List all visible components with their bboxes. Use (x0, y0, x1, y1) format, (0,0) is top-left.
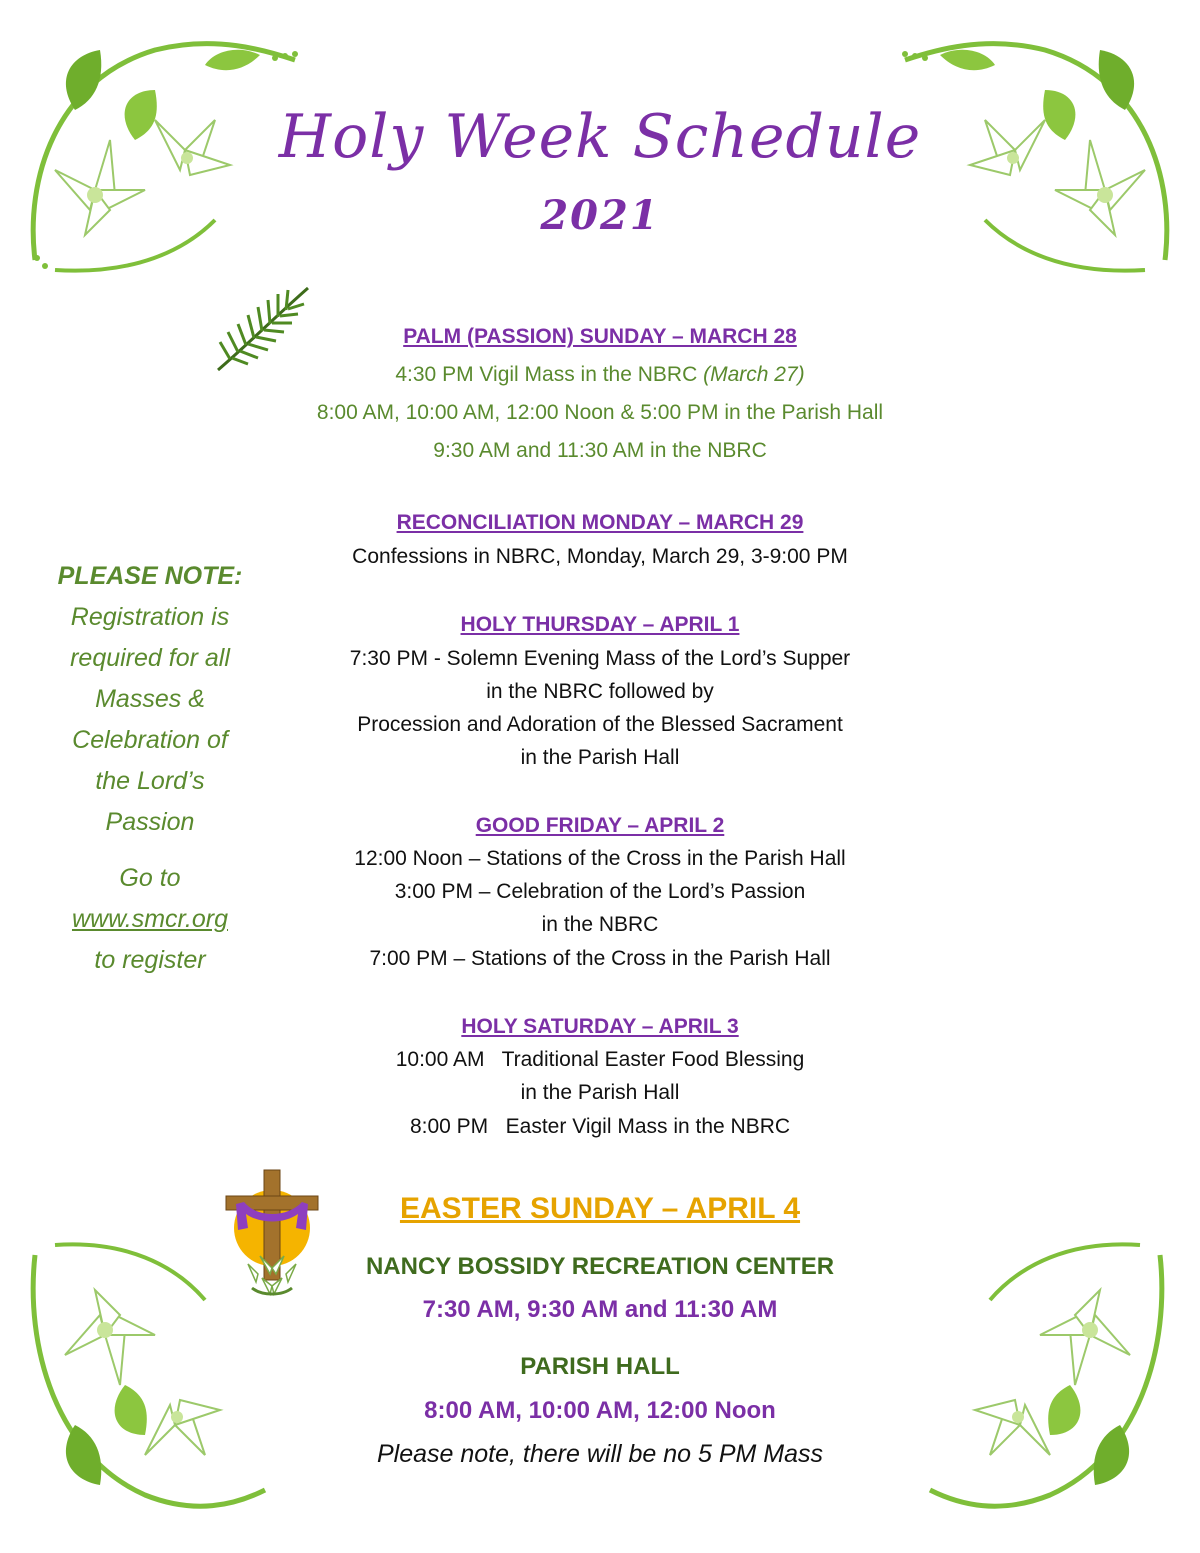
easter-no-5pm-note: Please note, there will be no 5 PM Mass (376, 1440, 824, 1468)
holy-thursday-line: Procession and Adoration of the Blessed Sacrament (357, 713, 843, 736)
holy-thursday-line: 7:30 PM - Solemn Evening Mass of the Lord’s Supper (349, 647, 851, 670)
holy-thursday-heading: HOLY THURSDAY – APRIL 1 (460, 613, 740, 636)
good-friday-line: 12:00 Noon – Stations of the Cross in the Parish Hall (354, 847, 846, 870)
easter-venue-parish-hall: PARISH HALL (520, 1353, 680, 1380)
good-friday-line: 3:00 PM – Celebration of the Lord’s Passion (394, 880, 806, 903)
good-friday-heading: GOOD FRIDAY – APRIL 2 (475, 814, 725, 837)
palm-sunday-line-2: 8:00 AM, 10:00 AM, 12:00 Noon & 5:00 PM in the Parish Hall (316, 401, 884, 424)
please-note-line: the Lord’s (95, 767, 205, 795)
holy-saturday-line: in the Parish Hall (520, 1081, 680, 1104)
easter-venue-nbrc: NANCY BOSSIDY RECREATION CENTER (365, 1253, 835, 1280)
holy-thursday-line: in the Parish Hall (520, 746, 680, 769)
to-register-text: to register (94, 946, 206, 974)
page-title: Holy Week Schedule (278, 102, 922, 172)
holy-thursday-line: in the NBRC followed by (486, 680, 714, 703)
registration-link[interactable]: www.smcr.org (71, 905, 229, 933)
please-note-line: Passion (105, 808, 195, 836)
good-friday-line: 7:00 PM – Stations of the Cross in the Parish Hall (369, 947, 831, 970)
palm-sunday-heading: PALM (PASSION) SUNDAY – MARCH 28 (403, 325, 797, 348)
reconciliation-line-1: Confessions in NBRC, Monday, March 29, 3-9:00 PM (352, 545, 848, 568)
palm-sunday-line-1: 4:30 PM Vigil Mass in the NBRC (March 27) (395, 363, 805, 386)
lily-floral-corner-bottom-right (920, 1235, 1180, 1535)
please-note-box (40, 556, 260, 981)
reconciliation-heading: RECONCILIATION MONDAY – MARCH 29 (396, 511, 804, 534)
easter-times-nbrc: 7:30 AM, 9:30 AM and 11:30 AM (422, 1296, 778, 1323)
good-friday-line: in the NBRC (541, 913, 659, 936)
go-to-text: Go to (119, 864, 181, 892)
please-note-line: required for all (70, 644, 230, 672)
holy-saturday-line: 10:00 AM Traditional Easter Food Blessing (395, 1048, 805, 1071)
please-note-line: Masses & (95, 685, 205, 713)
palm-sunday-line-3: 9:30 AM and 11:30 AM in the NBRC (433, 439, 767, 462)
please-note-line: Celebration of (72, 726, 228, 754)
easter-times-parish-hall: 8:00 AM, 10:00 AM, 12:00 Noon (424, 1397, 776, 1424)
please-note-line: Registration is (70, 603, 230, 631)
page-year: 2021 (540, 192, 660, 239)
holy-saturday-line: 8:00 PM Easter Vigil Mass in the NBRC (409, 1115, 791, 1138)
please-note-label: PLEASE NOTE: (57, 562, 243, 590)
easter-cross-icon (222, 1168, 322, 1303)
holy-saturday-heading: HOLY SATURDAY – APRIL 3 (461, 1015, 739, 1038)
easter-sunday-heading: EASTER SUNDAY – APRIL 4 (399, 1192, 801, 1225)
